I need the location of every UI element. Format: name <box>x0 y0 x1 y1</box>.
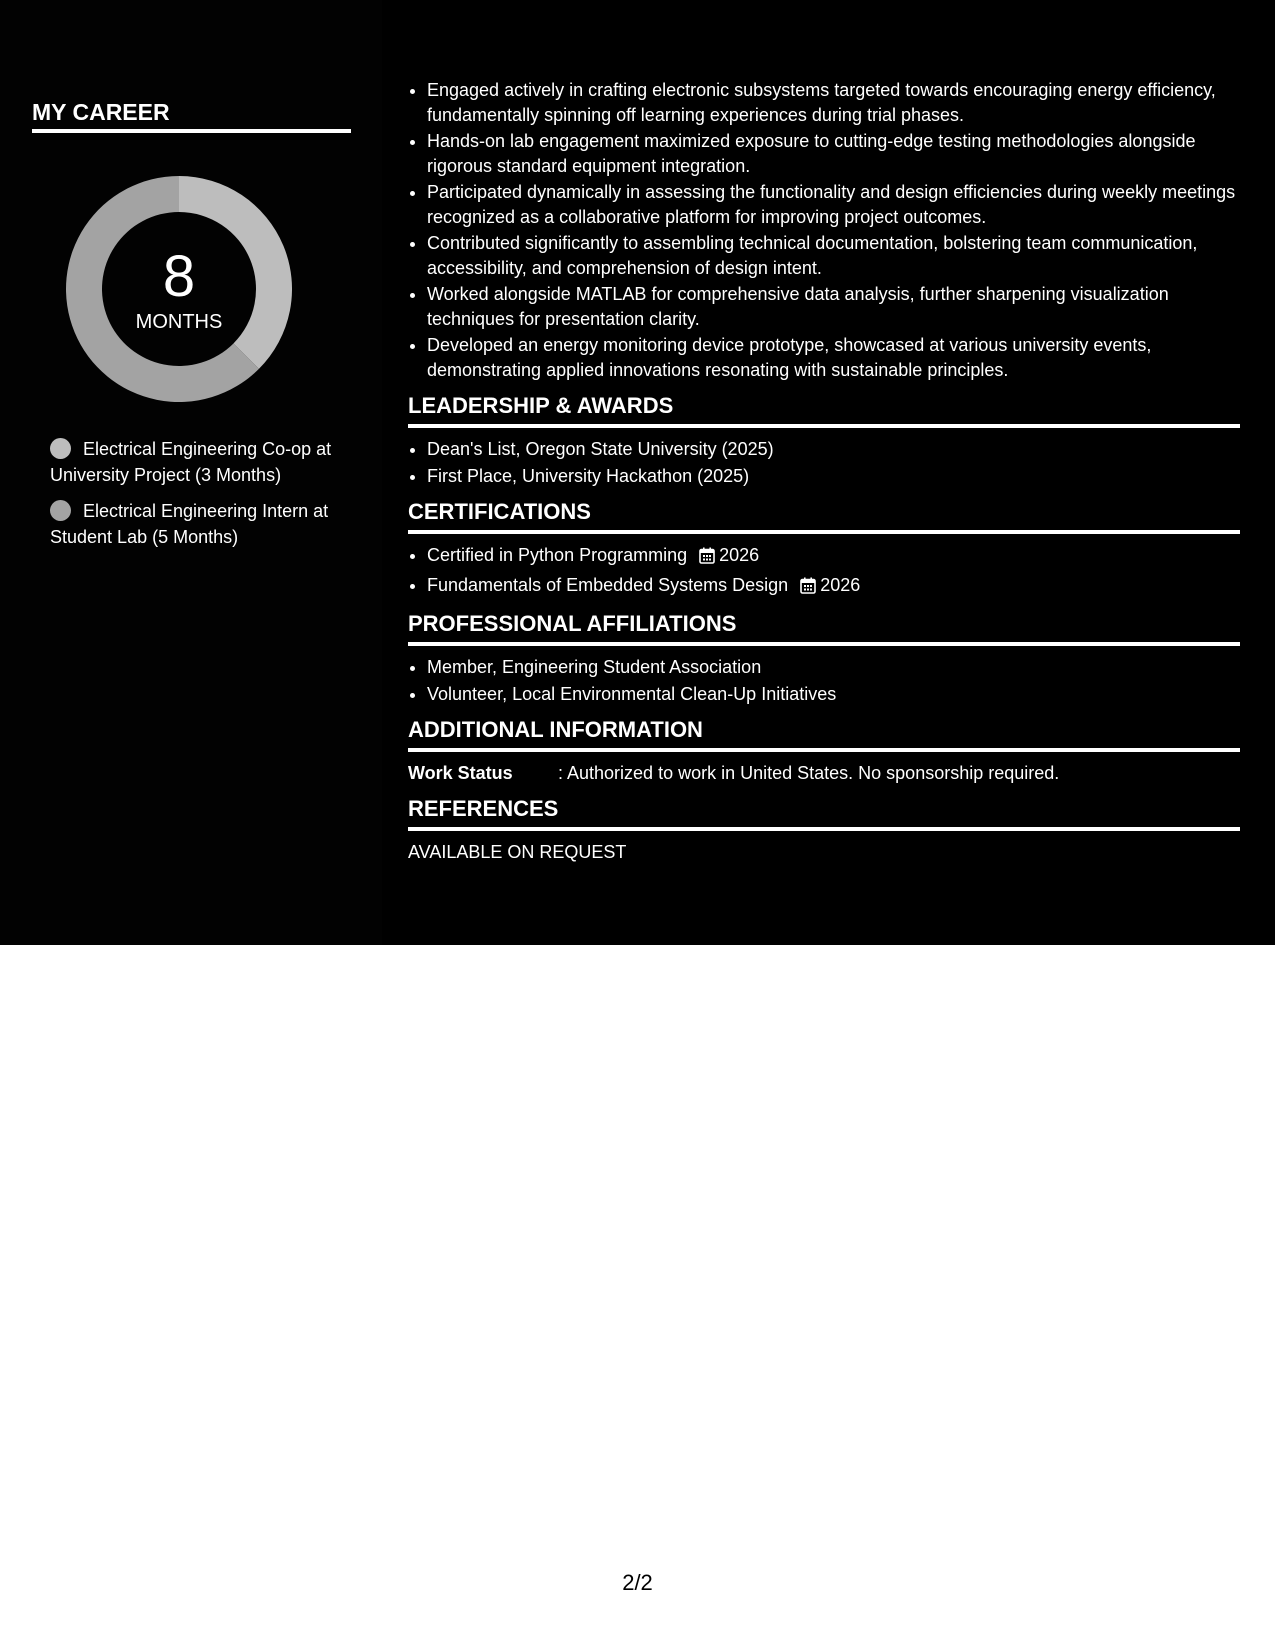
work-status-value: : Authorized to work in United States. No sponsorship required. <box>558 763 1060 783</box>
leadership-item: • First Place, University Hackathon (2025) <box>427 464 1240 489</box>
experience-bullet: • Hands-on lab engagement maximized exposure to cutting-edge testing methodologies alongside rigorous standard equipment integration. <box>427 129 1240 178</box>
section-title: REFERENCES <box>408 795 1240 831</box>
leadership-item: • Dean's List, Oregon State University (2025) <box>427 437 1240 462</box>
calendar-icon <box>699 546 715 571</box>
legend-dot-icon <box>50 500 71 521</box>
legend-item-intern <box>50 498 340 550</box>
affiliation-item: • Volunteer, Local Environmental Clean-Up Initiatives <box>427 682 1240 707</box>
certifications-list <box>408 543 1240 600</box>
experience-bullet: • Contributed significantly to assembling technical documentation, bolstering team communication, accessibility, and comprehension of design intent. <box>427 231 1240 280</box>
career-heading-rule <box>32 129 351 133</box>
legend-label: Electrical Engineering Co-op at University Project (3 Months) <box>50 439 332 485</box>
career-heading: MY CAREER <box>32 99 170 125</box>
legend-dot-icon <box>50 438 71 459</box>
certification-name: Fundamentals of Embedded Systems Design <box>427 574 789 595</box>
references-section <box>408 795 1240 864</box>
affiliation-item: • Member, Engineering Student Association <box>427 655 1240 680</box>
legend-item-co-op <box>50 436 340 488</box>
leadership-section <box>408 392 1240 488</box>
career-legend <box>50 436 340 560</box>
work-status-label: Work Status <box>408 763 513 783</box>
section-title: CERTIFICATIONS <box>408 498 1240 534</box>
legend-label: Electrical Engineering Intern at Student Lab (5 Months) <box>50 501 329 547</box>
section-title: ADDITIONAL INFORMATION <box>408 716 1240 752</box>
donut-unit-label: MONTHS <box>135 311 223 333</box>
section-title: LEADERSHIP & AWARDS <box>408 392 1240 428</box>
certifications-section <box>408 498 1240 600</box>
main-content <box>408 78 1240 864</box>
work-status-row <box>408 761 1240 785</box>
references-text: AVAILABLE ON REQUEST <box>408 842 627 862</box>
experience-bullet: • Participated dynamically in assessing the functionality and design efficiencies during weekly meetings recognized as a collaborative platform for improving project outcomes. <box>427 180 1240 229</box>
affiliations-section <box>408 610 1240 706</box>
sidebar <box>0 0 382 945</box>
calendar-icon <box>800 576 816 601</box>
donut-total: 8 <box>162 244 196 309</box>
page-number: 2/2 <box>622 1570 653 1595</box>
experience-bullet-list <box>408 78 1240 382</box>
career-donut-chart <box>66 176 292 402</box>
certification-item <box>427 573 1240 601</box>
certification-item <box>427 543 1240 571</box>
experience-bullet: • Worked alongside MATLAB for comprehensive data analysis, further sharpening visualization techniques for presentation clarity. <box>427 282 1240 331</box>
section-title: PROFESSIONAL AFFILIATIONS <box>408 610 1240 646</box>
affiliations-list <box>408 655 1240 706</box>
certification-year: 2026 <box>820 574 861 595</box>
leadership-list <box>408 437 1240 488</box>
certification-name: Certified in Python Programming <box>427 545 688 565</box>
experience-bullet: • Engaged actively in crafting electronic subsystems targeted towards encouraging energy efficiency, fundamentally spinning off learning experiences during trial phases. <box>427 78 1240 127</box>
certification-year: 2026 <box>719 545 760 565</box>
experience-bullet: • Developed an energy monitoring device prototype, showcased at various university events, demonstrating applied innovations resonating with sustainable principles. <box>427 333 1240 382</box>
additional-info-section <box>408 716 1240 785</box>
